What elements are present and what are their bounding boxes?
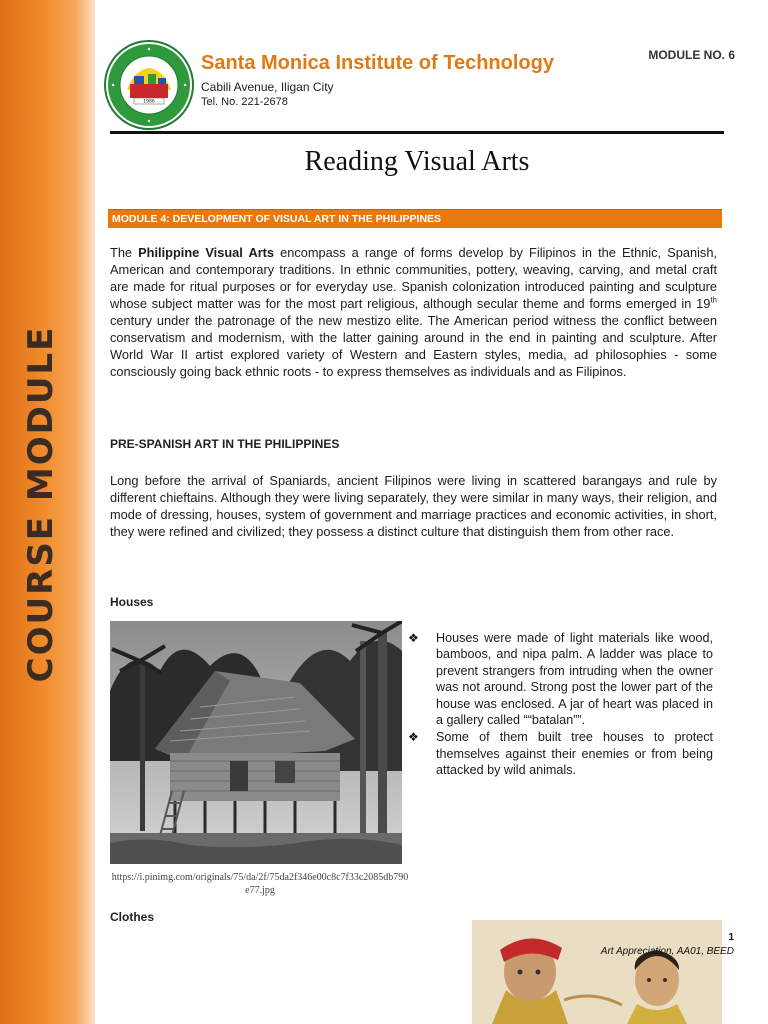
pre-spanish-heading: PRE-SPANISH ART IN THE PHILIPPINES (110, 437, 340, 451)
sidebar-label: COURSE MODULE (21, 325, 61, 683)
institution-telephone: Tel. No. 221-2678 (201, 96, 288, 108)
header-divider (110, 131, 724, 134)
intro-paragraph: The Philippine Visual Arts encompass a range of forms develop by Filipinos in the Ethnic, Spanish, American and contemporary traditions. In ethnic communities, pottery, weaving, carving, and metal craft are made for ritual purposes or for everyday use. Spanish colonization introduced painting and sculpture whose subject matter was for the most part religious, although secular theme and forms emerged in 19th century under the patronage of the new mestizo elite. The American period witness the conflict between conservatism and modernism, with the latter gaining around in the end in painting and sculpture. After World War II artist explored variety of Western and Eastern styles, media, ad philosophies - some consciously going back ethnic roots - to express themselves as individuals and as Filipinos. (110, 245, 717, 379)
institution-name: Santa Monica Institute of Technology (201, 52, 554, 74)
houses-bullet-list (408, 630, 713, 780)
module-heading: MODULE 4: DEVELOPMENT OF VISUAL ART IN THE PHILIPPINES (112, 213, 442, 225)
photo-caption: https://i.pinimg.com/originals/75/da/2f/75da2f346e00c8c7f33c2085db790e77.jpg (111, 872, 409, 896)
clothes-heading: Clothes (110, 910, 155, 924)
document-title: Reading Visual Arts (304, 146, 530, 177)
module-number: MODULE NO. 6 (648, 48, 735, 62)
list-item: ❖ Some of them built tree houses to protect themselves against their enemies or from being attacked by wild animals. (408, 730, 713, 778)
diamond-bullet-icon: ❖ (408, 631, 419, 645)
diamond-bullet-icon: ❖ (408, 730, 419, 745)
school-seal-icon (104, 40, 194, 130)
page-number: 1 (728, 932, 734, 943)
list-item: ❖ Houses were made of light materials like wood, bamboos, and nipa palm. A ladder was place to prevent strangers from intruding when the owner was not around. Strong post the lower part of the house was enclosed. A jar of heart was placed in a gallery called ““batalan””. (408, 631, 713, 728)
course-label: Art Appreciation, AA01, BEED (600, 946, 734, 957)
svg-text:1986: 1986 (143, 99, 155, 105)
intro-bold-term: Philippine Visual Arts (138, 245, 275, 260)
houses-heading: Houses (110, 595, 154, 609)
institution-address: Cabili Avenue, Iligan City (201, 80, 334, 94)
sidebar (0, 0, 95, 1024)
module-heading-bar (108, 209, 722, 228)
pre-spanish-paragraph: Long before the arrival of Spaniards, ancient Filipinos were living in scattered barangays and rule by different chieftains. Although they were living separately, they were similar in many ways, their religion, and mode of dressing, houses, system of government and marriage practices and economic activities, in short, they were refined and civilized; they possess a distinct culture that distinguish them from other race. (110, 473, 717, 539)
boxer-codex-painting (472, 920, 722, 1024)
nipa-house-photo (110, 621, 402, 864)
